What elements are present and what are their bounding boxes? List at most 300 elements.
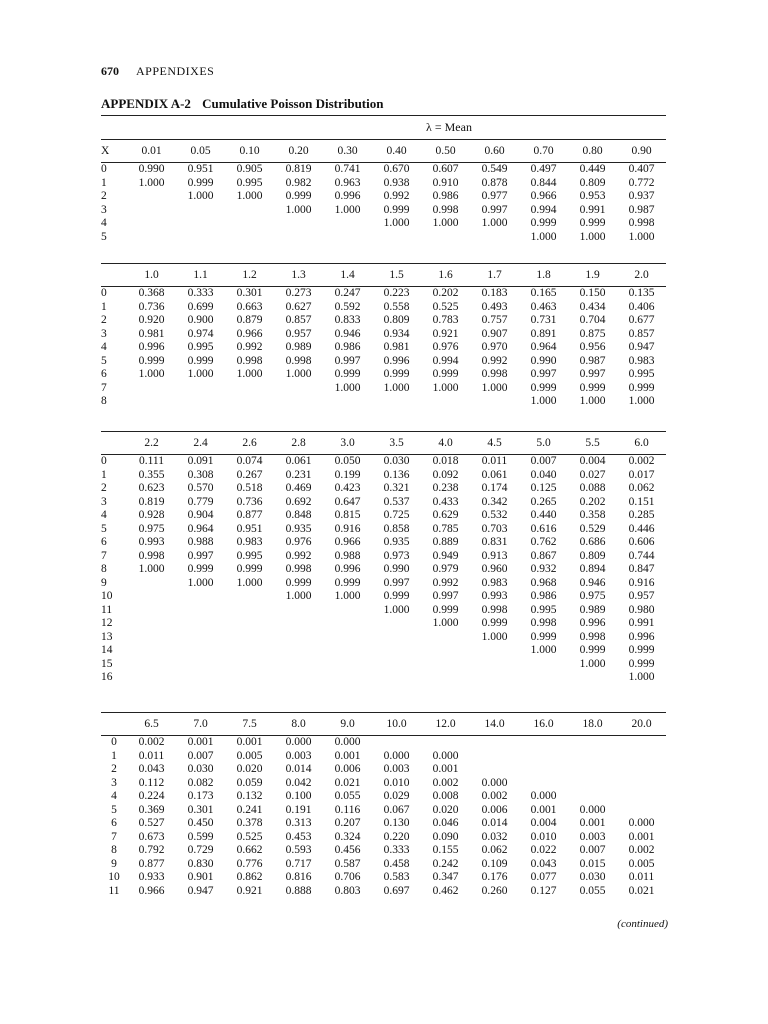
probability-cell: 0.030	[579, 871, 606, 883]
x-value: 2	[101, 482, 107, 494]
mean-header: 0.10	[239, 145, 260, 157]
mean-header: 14.0	[484, 718, 505, 730]
probability-cell: 0.285	[628, 509, 655, 521]
x-value: 5	[101, 354, 107, 367]
table-row	[101, 671, 666, 685]
table-row	[101, 871, 666, 885]
x-value: 0	[111, 736, 117, 748]
probability-cell: 0.998	[138, 549, 165, 562]
probability-cell: 0.407	[628, 163, 655, 175]
probability-cell: 0.847	[628, 563, 655, 575]
poisson-table-block-4	[101, 712, 666, 898]
probability-cell	[617, 777, 666, 791]
probability-cell: 0.999	[334, 368, 361, 380]
probability-cell: 0.525	[236, 830, 263, 843]
mean-header: 2.4	[193, 437, 208, 449]
probability-cell: 0.027	[579, 468, 606, 481]
probability-cell: 0.423	[334, 482, 361, 494]
probability-cell: 0.999	[383, 203, 410, 216]
poisson-table-block-1	[101, 140, 666, 244]
table-row	[101, 177, 666, 191]
mean-header: 1.5	[389, 269, 404, 281]
probability-cell: 1.000	[628, 395, 655, 407]
probability-cell: 0.663	[236, 300, 263, 313]
probability-cell	[519, 777, 568, 791]
probability-cell: 0.324	[334, 830, 361, 843]
probability-cell: 0.000	[334, 736, 361, 748]
probability-cell: 1.000	[383, 217, 410, 229]
probability-cell: 0.999	[628, 381, 655, 394]
probability-cell	[470, 231, 519, 245]
table-row	[101, 750, 666, 764]
table-row	[101, 314, 666, 328]
probability-cell	[470, 395, 519, 409]
probability-cell: 0.772	[628, 176, 655, 189]
poisson-table-block-3	[101, 431, 666, 685]
probability-cell: 0.111	[138, 455, 165, 467]
probability-cell: 1.000	[138, 563, 165, 575]
probability-cell	[127, 631, 176, 645]
mean-header: 0.70	[533, 145, 554, 157]
probability-cell: 0.999	[579, 381, 606, 394]
probability-cell	[617, 804, 666, 818]
probability-cell: 0.017	[628, 468, 655, 481]
probability-cell: 0.889	[432, 536, 459, 548]
mean-header: 7.5	[242, 718, 257, 730]
probability-cell: 0.997	[530, 368, 557, 380]
probability-cell: 0.996	[138, 341, 165, 353]
probability-cell: 0.995	[236, 549, 263, 562]
x-column-header: X	[101, 145, 110, 157]
probability-cell: 0.987	[579, 354, 606, 367]
x-value: 5	[101, 522, 107, 535]
probability-cell	[225, 395, 274, 409]
probability-cell: 0.001	[334, 749, 361, 762]
probability-cell: 0.996	[383, 354, 410, 367]
probability-cell: 0.000	[628, 817, 655, 829]
probability-cell	[127, 231, 176, 245]
x-column-header	[101, 713, 127, 736]
mean-header: 5.5	[585, 437, 600, 449]
probability-cell	[323, 631, 372, 645]
probability-cell: 1.000	[285, 368, 312, 380]
probability-cell: 0.848	[285, 509, 312, 521]
probability-cell	[323, 644, 372, 658]
probability-cell: 0.904	[187, 509, 214, 521]
probability-cell	[225, 644, 274, 658]
table-row	[101, 736, 666, 750]
probability-cell: 1.000	[481, 381, 508, 394]
probability-cell	[421, 736, 470, 750]
probability-cell: 0.983	[628, 354, 655, 367]
probability-cell: 0.988	[334, 549, 361, 562]
probability-cell	[274, 631, 323, 645]
probability-cell: 0.469	[285, 482, 312, 494]
probability-cell: 0.055	[334, 790, 361, 802]
probability-cell: 0.999	[187, 176, 214, 189]
probability-cell: 0.991	[579, 203, 606, 216]
x-value: 8	[101, 563, 107, 575]
probability-cell: 0.004	[579, 455, 606, 467]
probability-cell: 0.831	[481, 536, 508, 548]
x-value: 7	[111, 830, 117, 843]
probability-cell	[127, 577, 176, 591]
mean-header: 0.50	[435, 145, 456, 157]
probability-cell: 0.981	[138, 327, 165, 340]
x-value: 16	[101, 671, 113, 683]
probability-cell: 1.000	[628, 230, 655, 243]
probability-cell: 0.151	[628, 495, 655, 508]
probability-cell: 0.986	[432, 190, 459, 202]
mean-header: 16.0	[533, 718, 554, 730]
probability-cell: 0.951	[236, 522, 263, 535]
probability-cell: 0.996	[334, 190, 361, 202]
probability-cell: 0.731	[530, 314, 557, 326]
mean-header: 7.0	[193, 718, 208, 730]
probability-cell: 0.368	[138, 287, 165, 299]
probability-cell: 0.998	[481, 603, 508, 616]
probability-cell: 0.593	[285, 844, 312, 856]
probability-cell: 0.932	[530, 563, 557, 575]
x-value: 3	[101, 495, 107, 508]
probability-cell: 0.988	[187, 536, 214, 548]
probability-cell	[372, 644, 421, 658]
mean-header: 6.0	[634, 437, 649, 449]
probability-cell: 0.999	[579, 217, 606, 229]
probability-cell	[421, 658, 470, 672]
probability-cell: 0.130	[383, 817, 410, 829]
probability-cell: 0.947	[628, 341, 655, 353]
probability-cell	[372, 395, 421, 409]
probability-cell	[323, 617, 372, 631]
probability-cell: 0.953	[579, 190, 606, 202]
table-row	[101, 482, 666, 496]
probability-cell	[225, 204, 274, 218]
probability-cell: 0.558	[383, 300, 410, 313]
probability-cell: 0.974	[187, 327, 214, 340]
probability-cell: 0.983	[481, 576, 508, 589]
appendix-label: APPENDIX A-2	[101, 96, 191, 111]
probability-cell	[372, 231, 421, 245]
probability-cell: 0.819	[138, 495, 165, 508]
x-value: 8	[101, 395, 107, 407]
probability-cell: 0.046	[432, 817, 459, 829]
probability-cell: 0.997	[383, 576, 410, 589]
probability-cell: 1.000	[432, 217, 459, 229]
probability-cell: 0.999	[432, 603, 459, 616]
probability-cell: 1.000	[187, 368, 214, 380]
probability-cell	[225, 671, 274, 685]
probability-cell: 0.970	[481, 341, 508, 353]
probability-cell: 1.000	[236, 576, 263, 589]
probability-cell	[617, 790, 666, 804]
probability-cell: 0.878	[481, 176, 508, 189]
x-value: 6	[111, 817, 117, 829]
probability-cell: 0.957	[628, 590, 655, 602]
probability-cell: 1.000	[187, 576, 214, 589]
x-value: 4	[101, 509, 107, 521]
probability-cell: 0.986	[334, 341, 361, 353]
probability-cell: 0.982	[285, 176, 312, 189]
probability-cell: 0.999	[530, 217, 557, 229]
probability-cell: 0.964	[187, 522, 214, 535]
probability-cell: 0.059	[236, 776, 263, 789]
probability-cell: 0.007	[187, 749, 214, 762]
probability-cell: 1.000	[285, 203, 312, 216]
x-value: 0	[101, 163, 107, 175]
x-value: 4	[101, 217, 107, 229]
mean-header: 1.1	[193, 269, 208, 281]
probability-cell: 0.000	[285, 736, 312, 748]
probability-cell: 0.996	[334, 563, 361, 575]
probability-cell: 1.000	[334, 590, 361, 602]
probability-cell: 0.996	[628, 630, 655, 643]
probability-cell	[127, 671, 176, 685]
probability-cell: 0.040	[530, 468, 557, 481]
probability-cell: 0.449	[579, 163, 606, 175]
probability-cell: 0.002	[432, 776, 459, 789]
table-row	[101, 885, 666, 899]
probability-cell: 0.999	[579, 644, 606, 656]
probability-cell	[617, 736, 666, 750]
mean-header-row	[101, 432, 666, 455]
x-value: 14	[101, 644, 113, 656]
probability-cell: 0.937	[628, 190, 655, 202]
x-value: 6	[101, 368, 107, 380]
probability-cell	[176, 671, 225, 685]
probability-cell: 0.992	[481, 354, 508, 367]
table-row	[101, 577, 666, 591]
probability-cell	[274, 395, 323, 409]
probability-cell: 0.946	[579, 576, 606, 589]
probability-cell: 0.007	[579, 844, 606, 856]
mean-header: 0.40	[386, 145, 407, 157]
probability-cell: 0.003	[285, 749, 312, 762]
probability-cell: 0.456	[334, 844, 361, 856]
probability-cell: 0.983	[236, 536, 263, 548]
probability-cell: 0.011	[481, 455, 508, 467]
probability-cell: 0.191	[285, 803, 312, 816]
x-value: 4	[111, 790, 117, 802]
probability-cell: 0.999	[383, 590, 410, 602]
table-row	[101, 190, 666, 204]
probability-cell	[421, 395, 470, 409]
probability-cell	[274, 604, 323, 618]
x-value: 7	[101, 549, 107, 562]
probability-cell: 0.333	[187, 287, 214, 299]
probability-cell	[225, 631, 274, 645]
probability-cell: 0.993	[138, 536, 165, 548]
probability-cell: 0.949	[432, 549, 459, 562]
probability-cell: 0.844	[530, 176, 557, 189]
probability-cell: 0.002	[628, 844, 655, 856]
probability-cell: 0.570	[187, 482, 214, 494]
probability-cell: 0.273	[285, 287, 312, 299]
probability-cell: 0.077	[530, 871, 557, 883]
probability-cell: 0.976	[432, 341, 459, 353]
x-value: 1	[111, 749, 117, 762]
probability-cell: 0.999	[187, 354, 214, 367]
probability-cell: 0.592	[334, 300, 361, 313]
probability-cell: 0.736	[138, 300, 165, 313]
probability-cell: 0.833	[334, 314, 361, 326]
probability-cell: 0.347	[432, 871, 459, 883]
probability-cell: 0.677	[628, 314, 655, 326]
table-row	[101, 231, 666, 245]
probability-cell: 0.062	[481, 844, 508, 856]
probability-cell: 0.999	[628, 657, 655, 670]
probability-cell: 1.000	[530, 230, 557, 243]
table-row	[101, 287, 666, 301]
probability-cell	[372, 736, 421, 750]
probability-cell	[568, 777, 617, 791]
x-value: 5	[101, 230, 107, 243]
lambda-mean-label: λ = Mean	[426, 120, 472, 134]
probability-cell: 0.990	[383, 563, 410, 575]
probability-cell: 0.704	[579, 314, 606, 326]
probability-cell: 0.999	[334, 576, 361, 589]
table-row	[101, 631, 666, 645]
probability-cell: 0.616	[530, 522, 557, 535]
probability-cell: 0.629	[432, 509, 459, 521]
probability-cell: 0.986	[530, 590, 557, 602]
table-row	[101, 617, 666, 631]
probability-cell: 0.342	[481, 495, 508, 508]
probability-cell	[519, 736, 568, 750]
probability-cell	[470, 644, 519, 658]
probability-cell	[421, 644, 470, 658]
probability-cell	[323, 671, 372, 685]
probability-cell	[323, 395, 372, 409]
mean-header: 12.0	[435, 718, 456, 730]
probability-cell: 0.606	[628, 536, 655, 548]
mean-header: 2.0	[634, 269, 649, 281]
probability-cell	[372, 658, 421, 672]
probability-cell	[470, 736, 519, 750]
probability-cell: 0.858	[383, 522, 410, 535]
probability-cell: 0.900	[187, 314, 214, 326]
probability-cell: 1.000	[628, 671, 655, 683]
probability-cell: 0.116	[334, 803, 361, 816]
probability-cell: 0.994	[530, 203, 557, 216]
probability-cell	[176, 382, 225, 396]
probability-cell: 0.921	[432, 327, 459, 340]
table-row	[101, 469, 666, 483]
probability-cell: 0.736	[236, 495, 263, 508]
mean-header: 1.8	[536, 269, 551, 281]
probability-cell: 0.067	[383, 803, 410, 816]
probability-cell: 0.136	[383, 468, 410, 481]
probability-cell: 0.998	[285, 354, 312, 367]
x-column-header	[101, 264, 127, 287]
probability-cell	[176, 658, 225, 672]
probability-cell: 0.998	[530, 617, 557, 629]
x-value: 11	[108, 884, 120, 897]
probability-cell: 0.150	[579, 287, 606, 299]
mean-header: 20.0	[631, 718, 652, 730]
probability-cell: 0.532	[481, 509, 508, 521]
probability-cell	[127, 395, 176, 409]
table-row	[101, 550, 666, 564]
probability-cell: 0.762	[530, 536, 557, 548]
mean-header: 10.0	[386, 718, 407, 730]
probability-cell: 0.998	[236, 354, 263, 367]
probability-cell	[176, 204, 225, 218]
probability-cell: 0.891	[530, 327, 557, 340]
probability-cell: 0.091	[187, 455, 214, 467]
table-row	[101, 204, 666, 218]
probability-cell: 0.242	[432, 857, 459, 870]
probability-cell: 0.706	[334, 871, 361, 883]
probability-cell: 0.951	[187, 163, 214, 175]
probability-cell: 0.001	[579, 817, 606, 829]
probability-cell: 0.776	[236, 857, 263, 870]
mean-header-row	[101, 140, 666, 163]
probability-cell: 0.703	[481, 522, 508, 535]
probability-cell	[568, 671, 617, 685]
probability-cell: 0.977	[481, 190, 508, 202]
probability-cell	[421, 231, 470, 245]
probability-cell: 0.032	[481, 830, 508, 843]
probability-cell: 0.092	[432, 468, 459, 481]
probability-cell: 0.000	[579, 803, 606, 816]
probability-cell: 0.809	[579, 549, 606, 562]
table-row	[101, 523, 666, 537]
probability-cell: 1.000	[236, 368, 263, 380]
probability-cell: 0.997	[334, 354, 361, 367]
probability-cell: 0.006	[334, 763, 361, 775]
probability-cell	[127, 204, 176, 218]
probability-cell: 0.018	[432, 455, 459, 467]
probability-cell	[470, 658, 519, 672]
probability-cell	[127, 658, 176, 672]
probability-cell	[127, 590, 176, 604]
probability-cell: 0.043	[138, 763, 165, 775]
probability-cell: 0.155	[432, 844, 459, 856]
probability-cell: 0.819	[285, 163, 312, 175]
probability-cell: 0.867	[530, 549, 557, 562]
probability-cell: 0.981	[383, 341, 410, 353]
probability-cell: 0.100	[285, 790, 312, 802]
probability-cell: 1.000	[138, 176, 165, 189]
probability-cell	[470, 671, 519, 685]
probability-cell	[127, 644, 176, 658]
probability-cell: 0.913	[481, 549, 508, 562]
table-row	[101, 658, 666, 672]
poisson-table-block-2	[101, 263, 666, 409]
probability-cell: 0.002	[138, 736, 165, 748]
probability-cell: 0.966	[334, 536, 361, 548]
probability-cell: 0.729	[187, 844, 214, 856]
mean-header: 0.90	[631, 145, 652, 157]
probability-cell: 0.062	[628, 482, 655, 494]
probability-cell: 0.183	[481, 287, 508, 299]
probability-cell: 0.174	[481, 482, 508, 494]
probability-cell: 0.050	[334, 455, 361, 467]
probability-cell: 0.933	[138, 871, 165, 883]
mean-header: 0.80	[582, 145, 603, 157]
probability-cell: 0.670	[383, 163, 410, 175]
mean-header: 6.5	[144, 718, 159, 730]
probability-cell: 0.527	[138, 817, 165, 829]
probability-cell: 0.030	[383, 455, 410, 467]
probability-cell: 0.999	[481, 617, 508, 629]
x-value: 1	[101, 300, 107, 313]
probability-cell	[127, 217, 176, 231]
probability-cell: 0.662	[236, 844, 263, 856]
probability-cell: 0.888	[285, 884, 312, 897]
probability-cell: 0.673	[138, 830, 165, 843]
